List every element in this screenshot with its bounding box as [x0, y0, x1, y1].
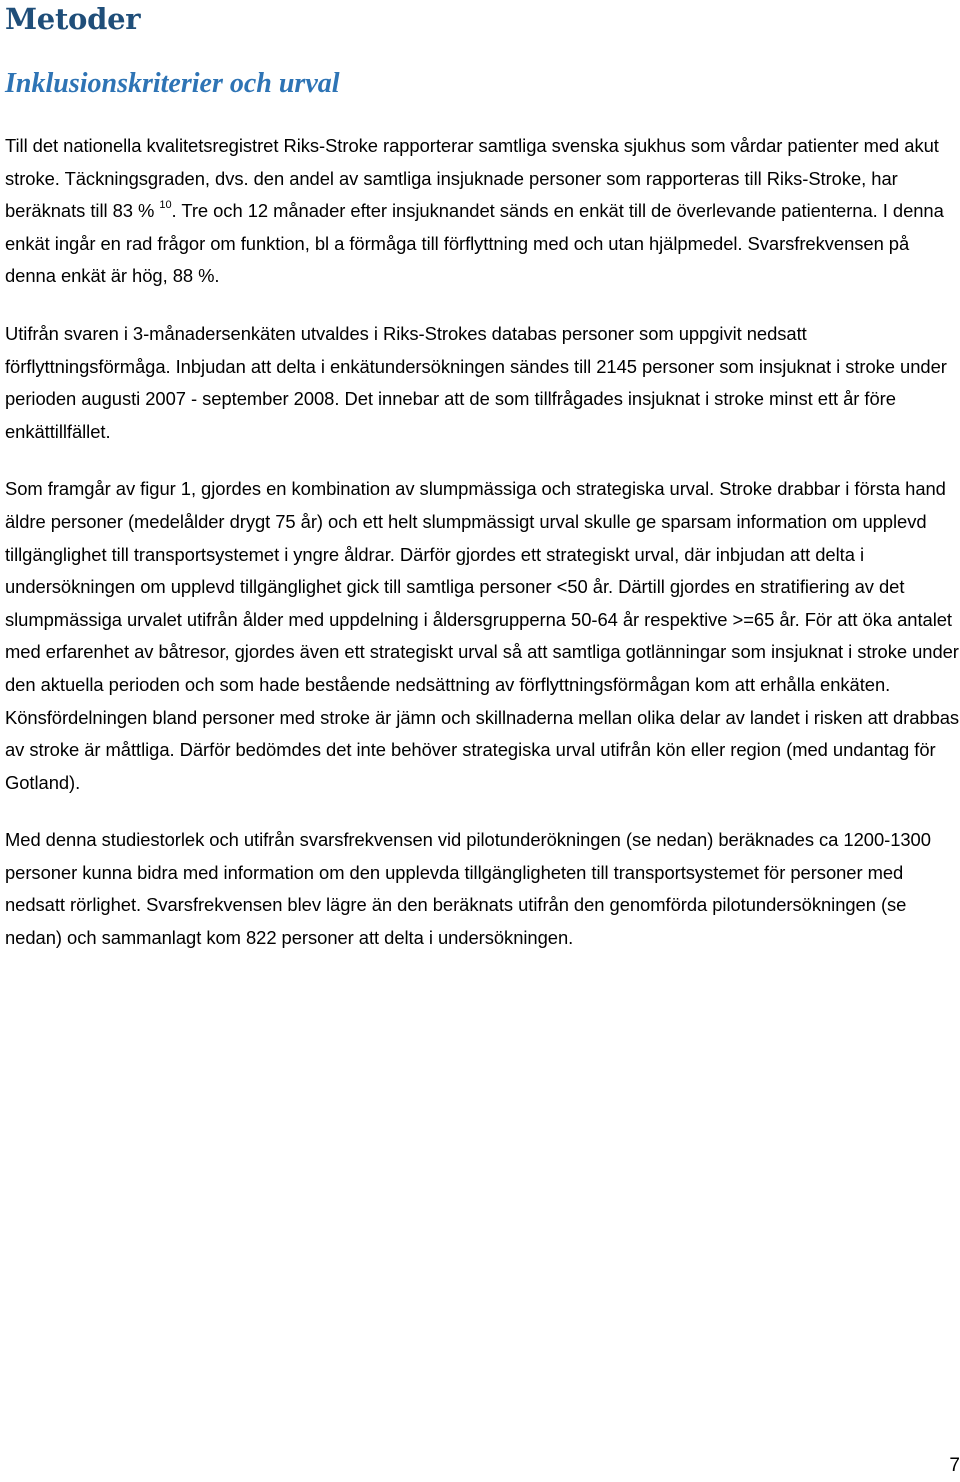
body-text	[5, 130, 960, 955]
paragraph-5: Med denna studiestorlek och utifrån svarsfrekvensen vid pilotunderökningen (se nedan) beräknades ca 1200-1300 personer kunna bidra med information om den upplevda tillgängligheten till transportsystemet för personer med nedsatt rörlighet. Svarsfrekvensen blev lägre än den beräknats utifrån den genomförda pilotundersökningen (se nedan) och sammanlagt kom 822 personer att delta i undersökningen.	[5, 829, 931, 949]
footnote-reference: 10	[159, 199, 172, 212]
paragraph-1-part-b: . Tre och 12 månader efter insjuknandet sänds en enkät till de överlevande patienterna. I denna enkät ingår en rad frågor om funktion, bl a förmåga till förflyttning med och utan hjälpmedel. Svarsfrekvensen på denna enkät är hög, 88 %.	[5, 200, 944, 287]
page-number: 7	[949, 1455, 960, 1476]
paragraph-1	[5, 130, 960, 293]
page-title: Metoder	[5, 2, 141, 36]
paragraph-1-part-a: Till det nationella kvalitetsregistret Riks-Stroke rapporterar samtliga svenska sjukhus som vårdar patienter med akut stroke. Täckningsgraden, dvs. den andel av samtliga insjuknade personer som rapporteras till Riks-Stroke, har beräknats till 83 %	[5, 135, 939, 222]
paragraph-2: Utifrån svaren i 3-månadersenkäten utvaldes i Riks-Strokes databas personer som uppgivit nedsatt förflyttningsförmåga. Inbjudan att delta i enkätundersökningen sändes till 2145 personer som insjuknat i stroke under perioden augusti 2007 - september 2008. Det innebar att de som tillfrågades insjuknat i stroke minst ett år före enkättillfället.	[5, 322, 947, 442]
section-title: Inklusionskriterier och urval	[5, 68, 340, 99]
paragraph-3: Som framgår av figur 1, gjordes en kombination av slumpmässiga och strategiska urval. Stroke drabbar i första hand äldre personer (medelålder drygt 75 år) och ett helt slumpmässigt urval skulle ge sparsam information om upplevd tillgänglighet till transportsystemet i yngre åldrar. Därför gjordes ett strategiskt urval, där inbjudan att delta i undersökningen om upplevd tillgänglighet gick till samtliga personer <50 år. Därtill gjordes en stratifiering av det slumpmässiga urvalet utifrån ålder med uppdelning i åldersgrupperna 50-64 år respektive >=65 år. För att öka antalet med erfarenhet av båtresor, gjordes även ett strategiskt urval så att samtliga gotlänningar som insjuknat i stroke under den aktuella perioden och som hade bestående nedsättning av förflyttningsförmågan kom att erhålla enkäten.	[5, 478, 959, 695]
paragraph-4: Könsfördelningen bland personer med stroke är jämn och skillnaderna mellan olika delar av landet i risken att drabbas av stroke är måttliga. Därför bedömdes det inte behöver strategiska urval utifrån kön eller region (med undantag för Gotland).	[5, 706, 960, 793]
